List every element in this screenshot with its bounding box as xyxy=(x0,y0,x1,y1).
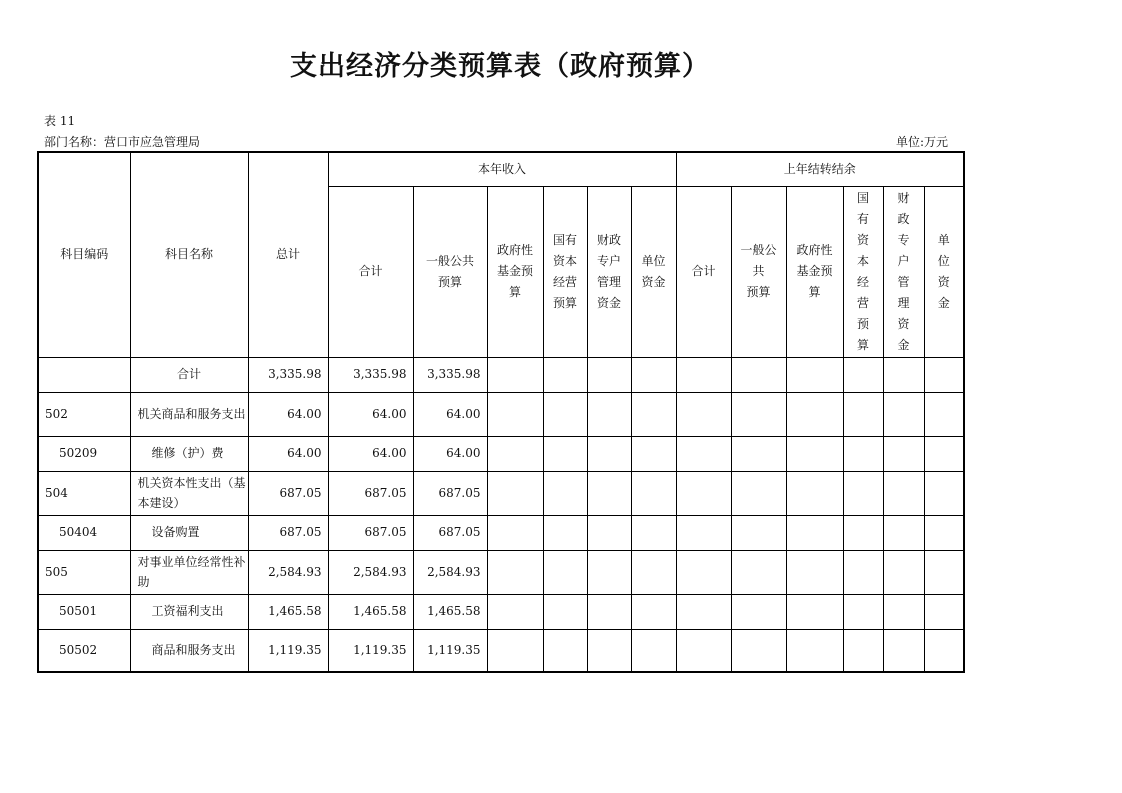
cell-name: 商品和服务支出 xyxy=(130,629,248,672)
cell-cy-general: 1,119.35 xyxy=(413,629,487,672)
cell-empty xyxy=(731,515,786,550)
cell-cy-general: 64.00 xyxy=(413,436,487,471)
table-row xyxy=(38,436,964,471)
cell-empty xyxy=(631,392,676,436)
cell-empty xyxy=(883,550,924,594)
cell-empty xyxy=(676,594,731,629)
cell-empty xyxy=(631,515,676,550)
header-carryover: 上年结转结余 xyxy=(676,152,964,186)
header-co-unit-fund: 单 位 资 金 xyxy=(924,186,964,357)
cell-name: 设备购置 xyxy=(130,515,248,550)
cell-empty xyxy=(631,471,676,515)
cell-cy-general: 687.05 xyxy=(413,515,487,550)
cell-empty xyxy=(543,436,587,471)
cell-empty xyxy=(924,515,964,550)
header-cy-subtotal: 合计 xyxy=(328,186,413,357)
header-cy-gov-fund: 政府性 基金预 算 xyxy=(487,186,543,357)
cell-empty xyxy=(487,357,543,392)
cell-empty xyxy=(676,515,731,550)
cell-empty xyxy=(843,436,883,471)
cell-name: 对事业单位经常性补助 xyxy=(130,550,248,594)
cell-empty xyxy=(786,629,843,672)
cell-name: 维修（护）费 xyxy=(130,436,248,471)
cell-cy-subtotal: 64.00 xyxy=(328,392,413,436)
header-co-state-capital: 国 有 资 本 经 营 预 算 xyxy=(843,186,883,357)
cell-cy-subtotal: 1,119.35 xyxy=(328,629,413,672)
cell-total: 1,119.35 xyxy=(248,629,328,672)
budget-table xyxy=(37,151,965,673)
header-cy-unit-fund: 单位 资金 xyxy=(631,186,676,357)
cell-code: 504 xyxy=(38,471,130,515)
cell-empty xyxy=(543,471,587,515)
header-row-1 xyxy=(38,152,964,186)
cell-empty xyxy=(731,594,786,629)
cell-empty xyxy=(924,594,964,629)
cell-empty xyxy=(731,550,786,594)
cell-empty xyxy=(731,471,786,515)
header-code: 科目编码 xyxy=(38,152,130,357)
cell-name: 工资福利支出 xyxy=(130,594,248,629)
cell-total: 687.05 xyxy=(248,471,328,515)
cell-empty xyxy=(487,515,543,550)
cell-empty xyxy=(543,392,587,436)
cell-empty xyxy=(843,357,883,392)
header-cy-general: 一般公共 预算 xyxy=(413,186,487,357)
cell-empty xyxy=(487,392,543,436)
cell-empty xyxy=(883,436,924,471)
cell-empty xyxy=(843,471,883,515)
cell-empty xyxy=(587,594,631,629)
cell-empty xyxy=(924,392,964,436)
cell-empty xyxy=(843,550,883,594)
cell-empty xyxy=(843,594,883,629)
cell-empty xyxy=(843,515,883,550)
cell-empty xyxy=(786,436,843,471)
cell-empty xyxy=(731,392,786,436)
cell-code: 50501 xyxy=(38,594,130,629)
cell-empty xyxy=(587,629,631,672)
header-co-general: 一般公 共 预算 xyxy=(731,186,786,357)
cell-empty xyxy=(924,471,964,515)
cell-empty xyxy=(731,436,786,471)
header-cy-state-capital: 国有 资本 经营 预算 xyxy=(543,186,587,357)
table-row xyxy=(38,550,964,594)
header-total: 总计 xyxy=(248,152,328,357)
cell-empty xyxy=(786,550,843,594)
cell-empty xyxy=(543,550,587,594)
table-number: 表 11 xyxy=(44,114,76,128)
cell-cy-subtotal: 687.05 xyxy=(328,515,413,550)
table-row xyxy=(38,471,964,515)
cell-empty xyxy=(631,550,676,594)
table-row xyxy=(38,629,964,672)
cell-name: 机关商品和服务支出 xyxy=(130,392,248,436)
cell-empty xyxy=(924,436,964,471)
header-co-subtotal: 合计 xyxy=(676,186,731,357)
cell-empty xyxy=(587,392,631,436)
cell-empty xyxy=(543,629,587,672)
cell-empty xyxy=(676,629,731,672)
cell-cy-subtotal: 687.05 xyxy=(328,471,413,515)
cell-empty xyxy=(731,357,786,392)
table-row xyxy=(38,594,964,629)
cell-empty xyxy=(676,436,731,471)
department-name: 部门名称：营口市应急管理局 xyxy=(44,135,201,149)
cell-empty xyxy=(883,471,924,515)
cell-cy-subtotal: 2,584.93 xyxy=(328,550,413,594)
cell-empty xyxy=(786,392,843,436)
cell-code: 505 xyxy=(38,550,130,594)
cell-empty xyxy=(631,357,676,392)
cell-empty xyxy=(883,515,924,550)
cell-code xyxy=(38,357,130,392)
cell-cy-general: 3,335.98 xyxy=(413,357,487,392)
cell-empty xyxy=(924,550,964,594)
cell-empty xyxy=(924,357,964,392)
cell-code: 502 xyxy=(38,392,130,436)
cell-empty xyxy=(676,550,731,594)
cell-empty xyxy=(587,515,631,550)
cell-empty xyxy=(631,594,676,629)
cell-empty xyxy=(786,594,843,629)
cell-total: 687.05 xyxy=(248,515,328,550)
cell-empty xyxy=(676,471,731,515)
cell-empty xyxy=(676,392,731,436)
header-cy-special: 财政 专户 管理 资金 xyxy=(587,186,631,357)
cell-empty xyxy=(543,357,587,392)
cell-name: 合计 xyxy=(130,357,248,392)
cell-empty xyxy=(587,436,631,471)
header-co-gov-fund: 政府性 基金预 算 xyxy=(786,186,843,357)
cell-empty xyxy=(786,515,843,550)
cell-total: 2,584.93 xyxy=(248,550,328,594)
table-row xyxy=(38,515,964,550)
cell-empty xyxy=(883,357,924,392)
cell-code: 50209 xyxy=(38,436,130,471)
cell-empty xyxy=(924,629,964,672)
cell-empty xyxy=(631,436,676,471)
cell-empty xyxy=(843,629,883,672)
cell-total: 64.00 xyxy=(248,392,328,436)
cell-empty xyxy=(487,629,543,672)
cell-empty xyxy=(786,471,843,515)
cell-empty xyxy=(587,357,631,392)
cell-code: 50404 xyxy=(38,515,130,550)
header-co-special: 财 政 专 户 管 理 资 金 xyxy=(883,186,924,357)
cell-empty xyxy=(543,515,587,550)
table-row xyxy=(38,392,964,436)
cell-total: 3,335.98 xyxy=(248,357,328,392)
cell-cy-general: 2,584.93 xyxy=(413,550,487,594)
cell-cy-general: 687.05 xyxy=(413,471,487,515)
cell-empty xyxy=(786,357,843,392)
cell-cy-general: 1,465.58 xyxy=(413,594,487,629)
cell-empty xyxy=(587,471,631,515)
cell-total: 1,465.58 xyxy=(248,594,328,629)
cell-empty xyxy=(883,594,924,629)
cell-name: 机关资本性支出（基本建设） xyxy=(130,471,248,515)
cell-empty xyxy=(487,471,543,515)
page-title: 支出经济分类预算表（政府预算） xyxy=(290,51,710,82)
cell-empty xyxy=(843,392,883,436)
cell-cy-general: 64.00 xyxy=(413,392,487,436)
table-row xyxy=(38,357,964,392)
cell-empty xyxy=(487,436,543,471)
cell-empty xyxy=(676,357,731,392)
cell-empty xyxy=(631,629,676,672)
cell-code: 50502 xyxy=(38,629,130,672)
cell-empty xyxy=(883,392,924,436)
header-name: 科目名称 xyxy=(130,152,248,357)
header-current-year: 本年收入 xyxy=(328,152,676,186)
unit-label: 单位:万元 xyxy=(896,135,949,149)
cell-cy-subtotal: 64.00 xyxy=(328,436,413,471)
cell-cy-subtotal: 1,465.58 xyxy=(328,594,413,629)
cell-cy-subtotal: 3,335.98 xyxy=(328,357,413,392)
cell-empty xyxy=(487,550,543,594)
cell-empty xyxy=(883,629,924,672)
cell-empty xyxy=(543,594,587,629)
cell-empty xyxy=(731,629,786,672)
cell-total: 64.00 xyxy=(248,436,328,471)
cell-empty xyxy=(487,594,543,629)
cell-empty xyxy=(587,550,631,594)
